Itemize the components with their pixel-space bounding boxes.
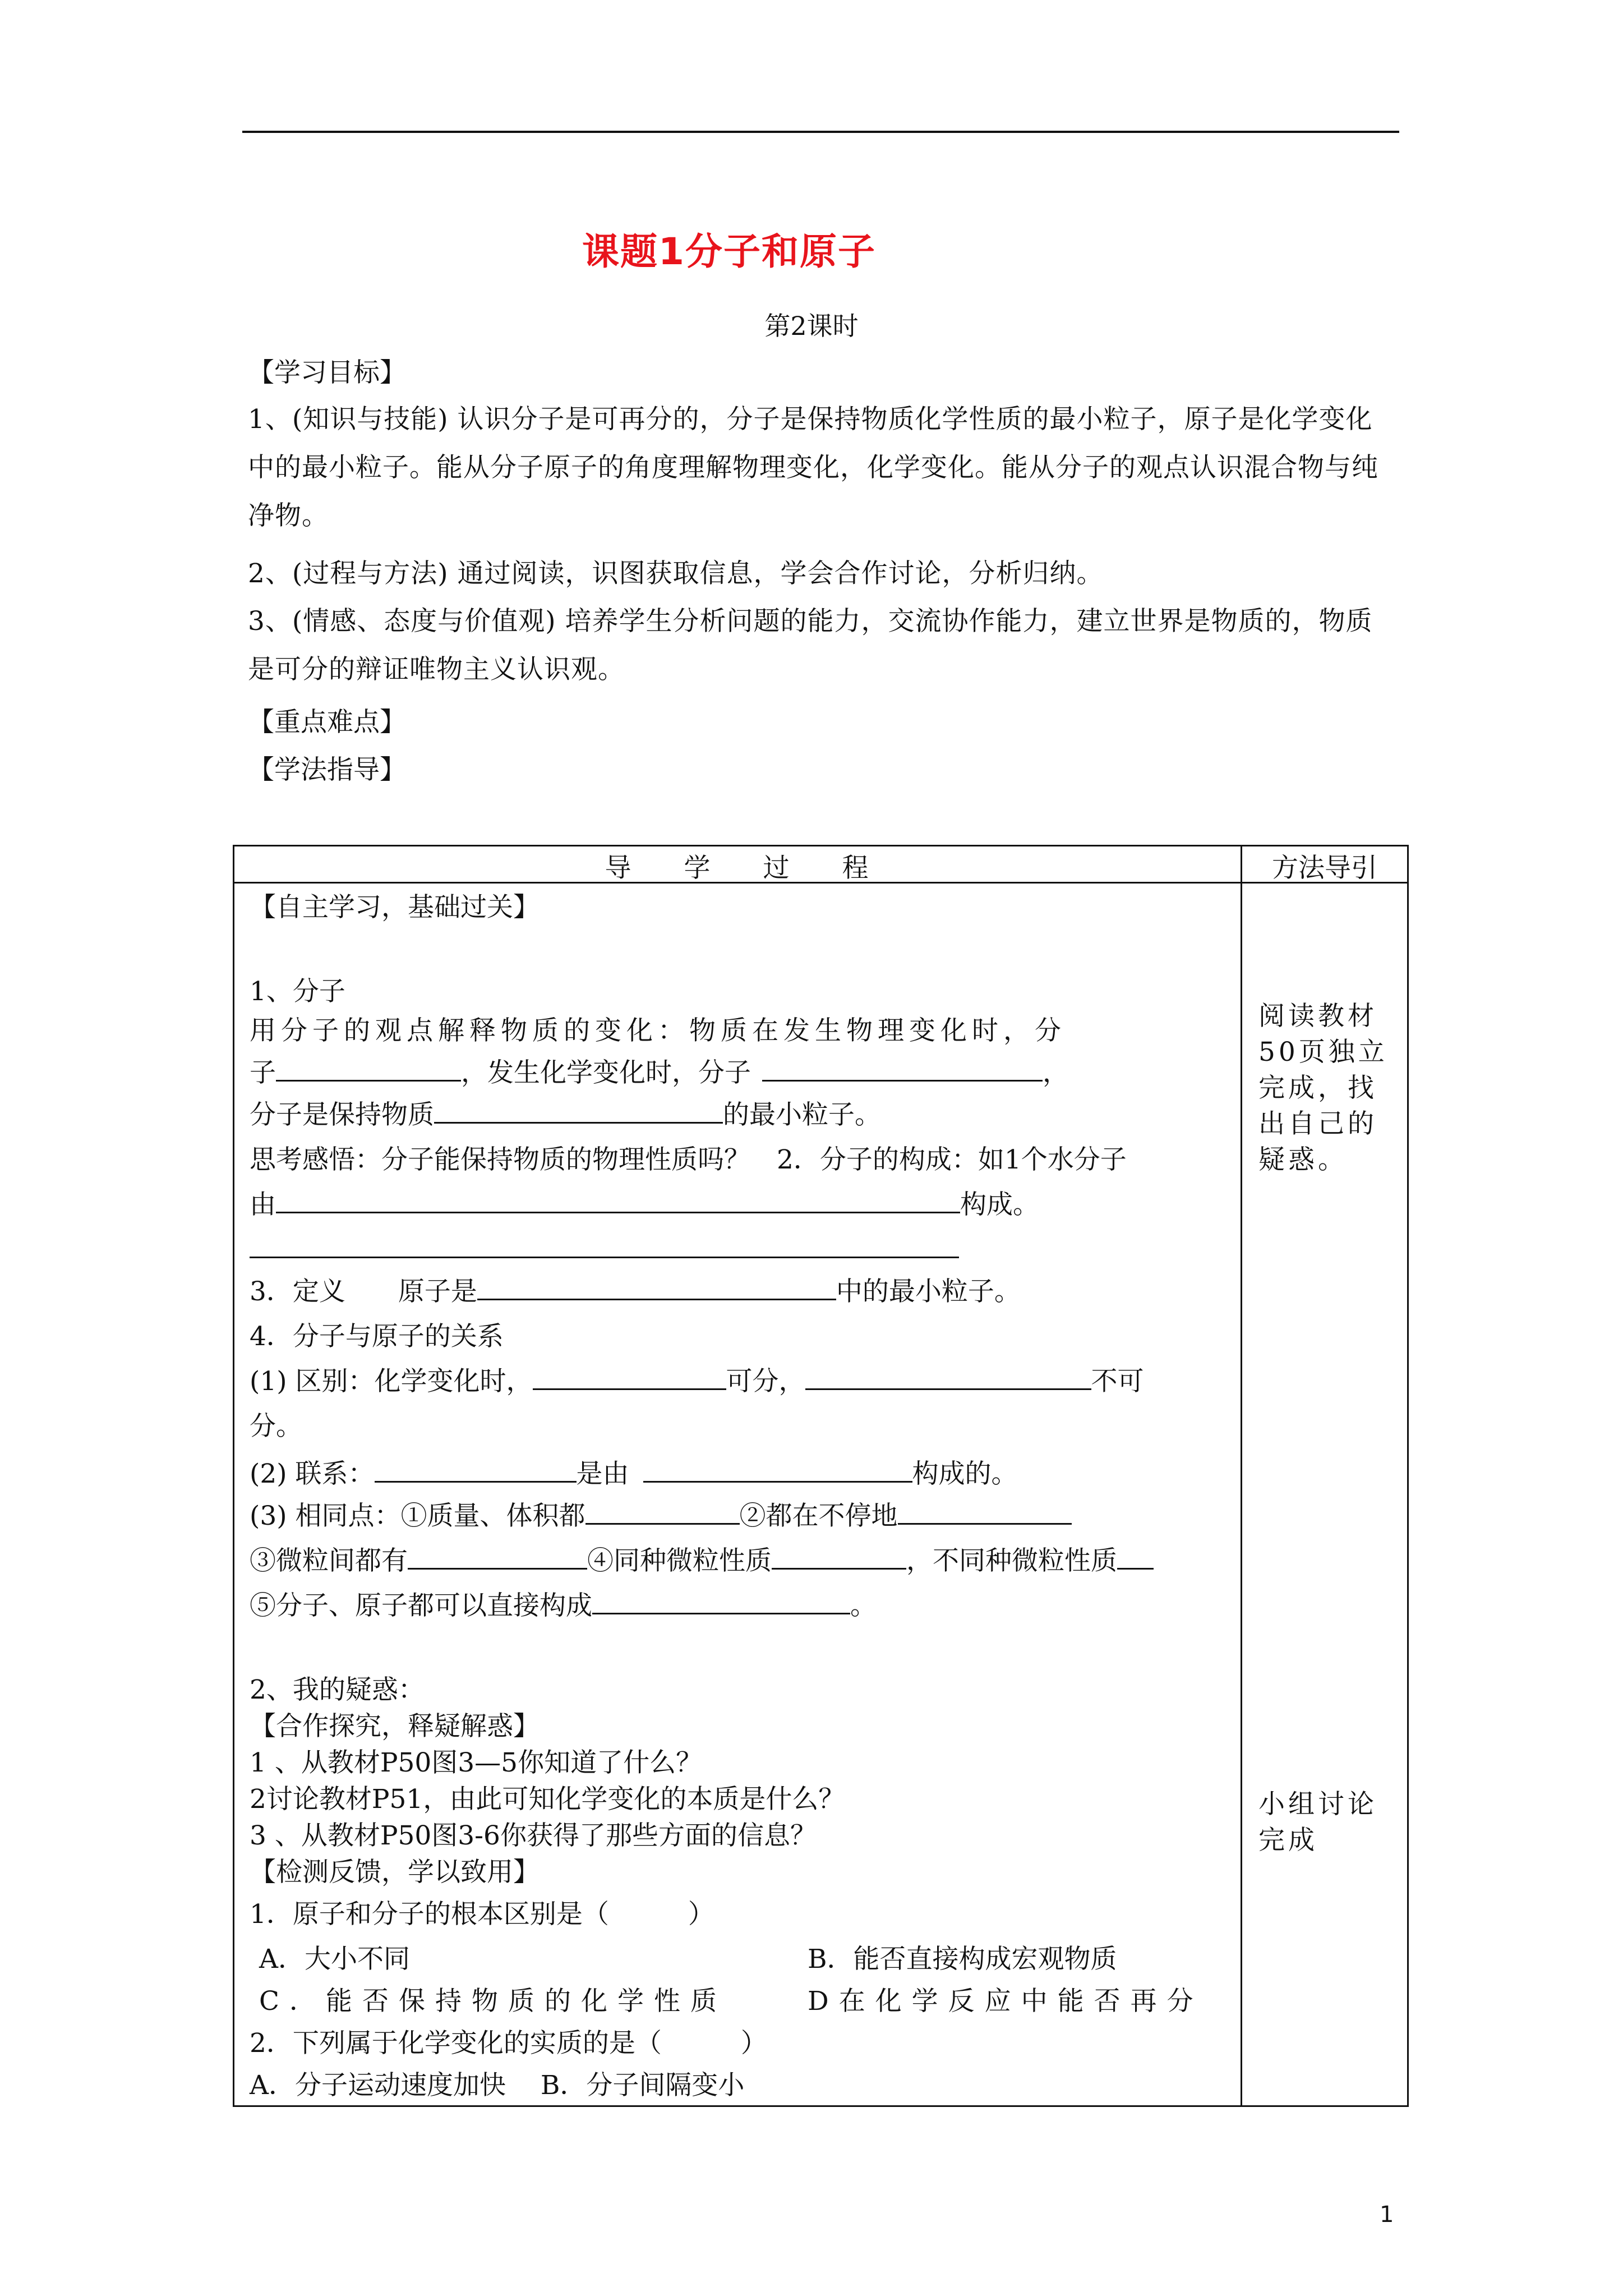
question-2: 2．下列属于化学变化的实质的是（ ） <box>250 2028 767 2059</box>
blank-water-molecule-cont[interactable] <box>250 1257 959 1258</box>
item4-1-a: (1) 区别：化学变化时， <box>250 1366 533 1397</box>
item4-3c-c: ，不同种微粒性质 <box>906 1545 1117 1576</box>
item4-title: 4．分子与原子的关系 <box>250 1321 504 1352</box>
side-note-group: 小组讨论完成 <box>1258 1789 1377 1856</box>
item1-line3-b: 的最小粒子。 <box>723 1099 881 1130</box>
item1-line5-a: 由 <box>250 1189 276 1220</box>
header-rule <box>242 131 1399 133</box>
item1-line4: 思考感悟：分子能保持物质的物理性质吗？ 2．分子的构成：如1个水分子 <box>250 1144 1127 1175</box>
blank-relation-1[interactable] <box>375 1456 577 1483</box>
table-column-divider <box>1241 845 1242 2107</box>
self-study-heading: 【自主学习，基础过关】 <box>250 892 540 923</box>
q2-options-ab: A．分子运动速度加快 B．分子间隔变小 <box>250 2070 745 2101</box>
blank-motion[interactable] <box>898 1498 1072 1525</box>
objective-2: 2、(过程与方法) 通过阅读，识图获取信息，学会合作讨论，分析归纳。 <box>248 558 1104 589</box>
item1-line2-a: 子 <box>250 1057 276 1088</box>
item4-3-line <box>250 1495 1072 1533</box>
item1-line3-a: 分子是保持物质 <box>250 1099 434 1130</box>
item4-1-d: 分。 <box>250 1411 302 1442</box>
blank-chemical-change[interactable] <box>762 1055 1043 1082</box>
item4-3-b: ②都在不停地 <box>739 1501 898 1531</box>
blank-divisible[interactable] <box>533 1364 726 1390</box>
table-header-process: 导 学 过 程 <box>605 853 869 884</box>
doubts: 2、我的疑惑： <box>250 1674 425 1705</box>
table-header-method: 方法导引 <box>1272 853 1377 884</box>
blank-relation-2[interactable] <box>643 1456 912 1483</box>
check-heading: 【检测反馈，学以致用】 <box>250 1857 540 1888</box>
side-note-reading: 阅读教材50页独立完成，找出自己的疑惑。 <box>1258 1001 1388 1175</box>
q1-option-d: D在化学反应中能否再分 <box>808 1986 1204 2017</box>
objectives-heading: 【学习目标】 <box>248 357 406 388</box>
item4-3c-a: ③微粒间都有 <box>250 1545 408 1576</box>
blank-mass-volume[interactable] <box>585 1498 740 1525</box>
item1-line5-b: 构成。 <box>960 1189 1039 1220</box>
objective-1: 1、(知识与技能) 认识分子是可再分的，分子是保持物质化学性质的最小粒子，原子是化学变化中的最小粒子。能从分子原子的角度理解物理变化，化学变化。能从分子的观点认识混合物与纯净物。 <box>248 404 1378 531</box>
blank-gap[interactable] <box>408 1543 587 1570</box>
blank-physical-change[interactable] <box>276 1055 461 1082</box>
page-number: 1 <box>1380 2202 1394 2228</box>
item1-title: 1、分子 <box>250 976 345 1007</box>
blank-substance[interactable] <box>592 1588 850 1614</box>
item4-3d-line <box>250 1585 877 1622</box>
blank-property[interactable] <box>434 1097 723 1124</box>
objective-3: 3、(情感、态度与价值观) 培养学生分析问题的能力，交流协作能力，建立世界是物质的，物质是可分的辩证唯物主义认识观。 <box>248 606 1373 685</box>
item3-line <box>250 1271 1021 1308</box>
question-1: 1．原子和分子的根本区别是（ ） <box>250 1899 714 1930</box>
blank-water-molecule[interactable] <box>276 1187 960 1213</box>
coop-heading: 【合作探究，释疑解惑】 <box>250 1711 540 1742</box>
item3-a: 3．定义 原子是 <box>250 1276 477 1307</box>
key-points-heading: 【重点难点】 <box>248 707 406 738</box>
item1-line5 <box>250 1184 1039 1221</box>
item4-2-line <box>250 1453 1018 1490</box>
coop-2: 2讨论教材P51，由此可知化学变化的本质是什么？ <box>250 1784 845 1815</box>
item4-1-line <box>250 1360 1144 1398</box>
blank-same-property[interactable] <box>772 1543 906 1570</box>
item4-3c-b: ④同种微粒性质 <box>587 1545 772 1576</box>
page-subtitle: 第2课时 <box>764 311 859 341</box>
q1-option-b: B．能否直接构成宏观物质 <box>808 1944 1117 1975</box>
method-heading: 【学法指导】 <box>248 754 406 785</box>
item4-1-c: 不可 <box>1091 1366 1144 1397</box>
blank-different-property[interactable] <box>1117 1543 1154 1570</box>
coop-3: 3 、从教材P50图3-6你获得了那些方面的信息？ <box>250 1820 817 1851</box>
q1-option-c: C．能否保持物质的化学性质 <box>259 1986 727 2017</box>
blank-indivisible[interactable] <box>805 1364 1091 1390</box>
q1-option-a: A．大小不同 <box>259 1944 410 1975</box>
item4-3c-line <box>250 1540 1154 1577</box>
item1-line2-c: ， <box>1043 1057 1069 1088</box>
item1-line2 <box>250 1052 1069 1089</box>
item4-3d-a: ⑤分子、原子都可以直接构成 <box>250 1590 592 1621</box>
page-title: 课题1分子和原子 <box>582 230 876 273</box>
item4-3d-b: 。 <box>850 1590 877 1621</box>
item4-3-a: (3) 相同点：①质量、体积都 <box>250 1501 585 1531</box>
coop-1: 1 、从教材P50图3—5你知道了什么？ <box>250 1747 703 1778</box>
item1-line3 <box>250 1094 881 1131</box>
blank-atom-definition[interactable] <box>477 1274 836 1300</box>
item4-2-b: 是由 <box>576 1458 629 1489</box>
item1-line2-b: ，发生化学变化时，分子 <box>461 1057 751 1088</box>
item1-line1: 用分子的观点解释物质的变化：物质在发生物理变化时，分 <box>250 1015 1066 1046</box>
item4-2-c: 构成的。 <box>912 1458 1018 1489</box>
item4-2-a: (2) 联系： <box>250 1458 375 1489</box>
item3-b: 中的最小粒子。 <box>836 1276 1021 1307</box>
item4-1-b: 可分， <box>726 1366 805 1397</box>
